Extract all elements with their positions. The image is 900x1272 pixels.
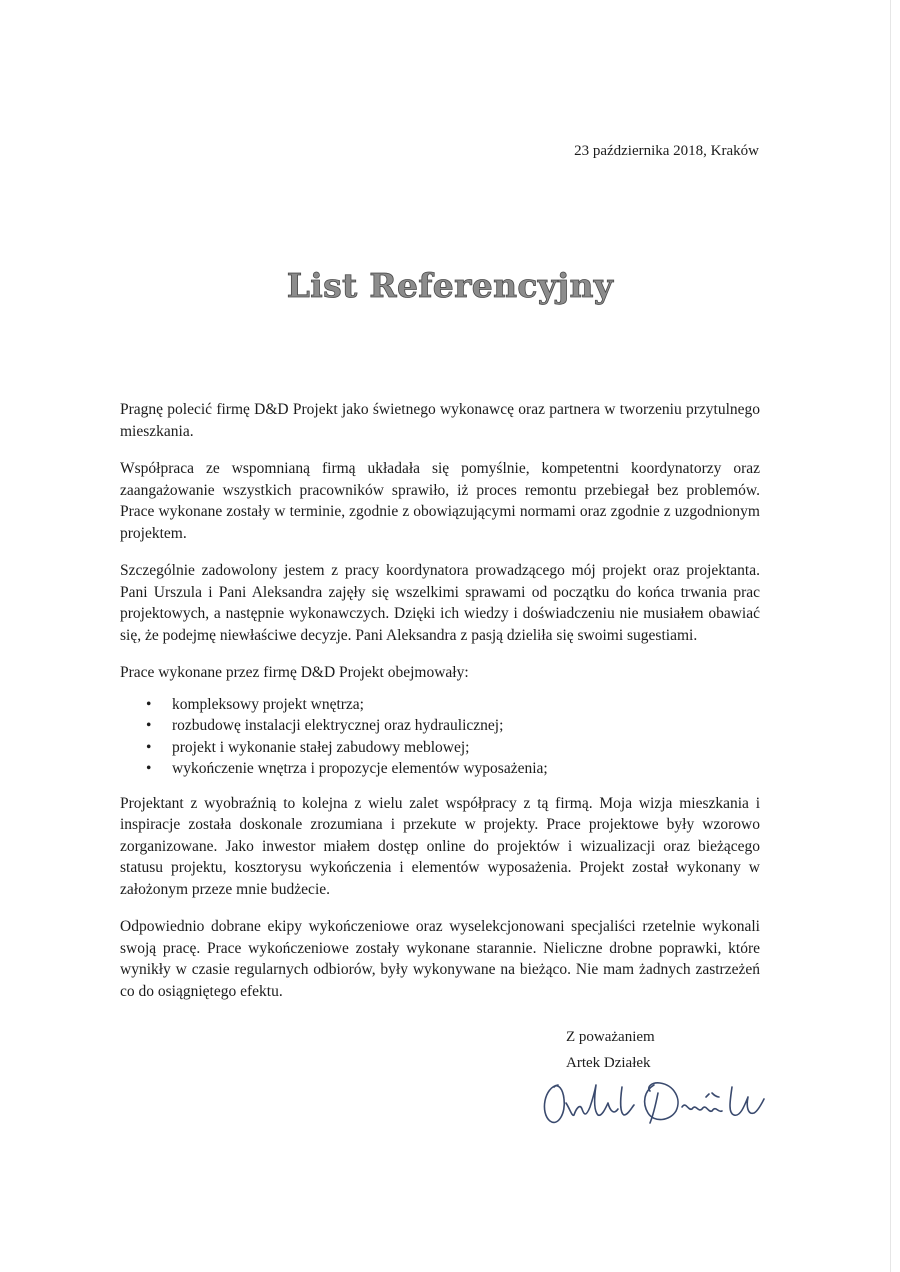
handwritten-signature <box>536 1073 786 1133</box>
list-item <box>146 715 760 737</box>
bullet-icon: • <box>146 738 152 756</box>
list-item-text: projekt i wykonanie stałej zabudowy meblowej; <box>172 738 470 756</box>
list-item <box>146 694 760 716</box>
bullet-icon: • <box>146 717 152 734</box>
list-item-text: kompleksowy projekt wnętrza; <box>172 695 364 713</box>
list-item <box>146 758 760 780</box>
list-item <box>146 737 760 759</box>
letter-title: List Referencyjny <box>286 266 614 305</box>
paragraph-scope-intro: Prace wykonane przez firmę D&D Projekt obejmowały: <box>120 664 469 681</box>
closing-salutation: Z poważaniem <box>566 1029 655 1045</box>
paragraph-finishing: Odpowiednio dobrane ekipy wykończeniowe oraz wyselekcjonowani specjaliści rzetelnie wykonali swoją pracę. Prace wykończeniowe zostały wykonane starannie. Nieliczne drobne poprawki, które wynikły w czasie regularnych odbiorów, były wykonywane na bieżąco. Nie mam żadnych zastrzeżeń co do osiągniętego efektu. <box>120 918 760 1000</box>
paragraph-intro: Pragnę polecić firmę D&D Projekt jako świetnego wykonawcę oraz partnera w tworzeniu przytulnego mieszkania. <box>120 401 760 440</box>
paragraph-cooperation: Współpraca ze wspomnianą firmą układała się pomyślnie, kompetentni koordynatorzy oraz zaangażowanie wszystkich pracowników sprawiło, iż proces remontu przebiegał bez problemów. Prace wykonane zostały w terminie, zgodnie z obowiązującymi normami oraz zgodnie z uzgodnionym projektem. <box>120 460 760 542</box>
bullet-icon: • <box>146 760 152 777</box>
closing-block <box>566 1024 655 1076</box>
letter-body <box>120 399 760 1018</box>
date-place: 23 października 2018, Kraków <box>574 143 759 159</box>
scan-edge-line <box>890 0 891 1272</box>
signer-name: Artek Działek <box>566 1055 651 1071</box>
paragraph-designer: Projektant z wyobraźnią to kolejna z wielu zalet współpracy z tą firmą. Moja wizja mieszkania i inspiracje została doskonale zrozumiana i przekute w projekty. Prace projektowe były wzorowo zorganizowane. Jako inwestor miałem dostęp online do projektów i wizualizacji oraz bieżącego statusu projektu, kosztorysu wykończenia i elementów wyposażenia. Projekt został wykonany w założonym przeze mnie budżecie. <box>120 794 760 898</box>
paragraph-coordinators: Szczególnie zadowolony jestem z pracy koordynatora prowadzącego mój projekt oraz projektanta. Pani Urszula i Pani Aleksandra zajęły się wszelkimi sprawami od początku do końca trwania prac projektowych, a następnie wykonawczych. Dzięki ich wiedzy i doświadczeniu nie musiałem obawiać się, że podejmę niewłaściwe decyzje. Pani Aleksandra z pasją dzieliła się swoimi sugestiami. <box>120 562 760 644</box>
list-item-text: rozbudowę instalacji elektrycznej oraz hydraulicznej; <box>172 717 504 734</box>
scope-list <box>120 694 760 780</box>
bullet-icon: • <box>146 695 152 713</box>
list-item-text: wykończenie wnętrza i propozycje elementów wyposażenia; <box>172 760 548 777</box>
